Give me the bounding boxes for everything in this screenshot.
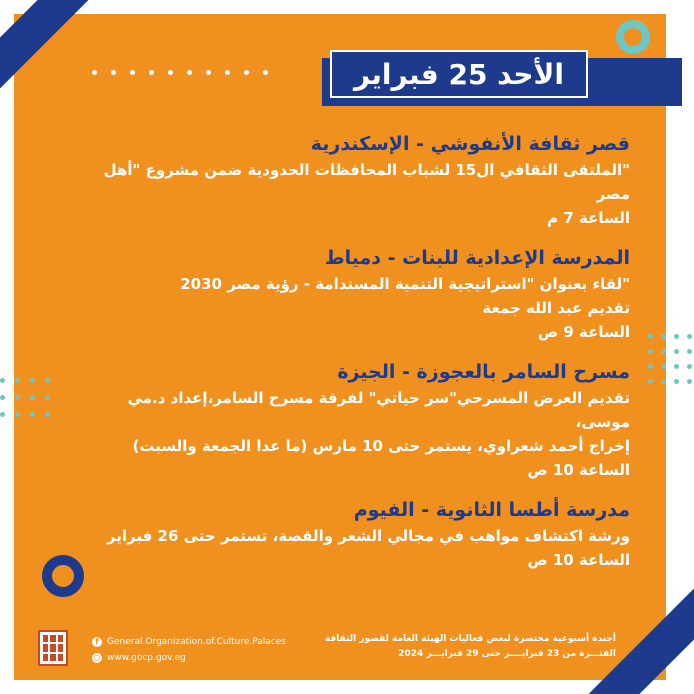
event-fayoum <box>70 496 630 572</box>
events-list <box>70 130 630 586</box>
event-time: الساعة 10 ص <box>527 551 630 569</box>
event-venue: مدرسة أطسا الثانوية - الفيوم <box>353 499 630 521</box>
footer <box>14 626 666 674</box>
website-text: www.gocp.gov.eg <box>107 653 186 663</box>
globe-icon: ○ <box>93 653 101 662</box>
event-detail: "لقاء بعنوان "استراتيجية التنمية المستدامة - رؤية مصر 2030 <box>180 275 630 293</box>
event-detail: إخراج أحمد شعراوي، يستمر حتى 10 مارس (ما عدا الجمعة والسبت) <box>132 437 630 455</box>
date-heading: الأحد 25 فبراير <box>354 57 564 91</box>
event-venue: قصر ثقافة الأنفوشي - الإسكندرية <box>310 133 630 155</box>
event-giza <box>70 358 630 482</box>
event-detail: "الملتقى الثقافي ال15 لشباب المحافظات الحدودية ضمن مشروع "أهل مصر <box>103 161 630 203</box>
facebook-text: General.Organization.of.Culture.Palaces <box>107 637 286 647</box>
right-dots-decoration <box>648 334 692 384</box>
top-dots-decoration <box>92 70 268 75</box>
event-detail: ورشة اكتشاف مواهب في مجالي الشعر والقصة، تستمر حتى 26 فبراير <box>106 527 630 545</box>
left-dots-decoration <box>0 378 50 417</box>
event-time: الساعة 9 ص <box>537 323 630 341</box>
event-time: الساعة 10 ص <box>527 461 630 479</box>
facebook-icon: f <box>92 637 102 647</box>
event-damietta <box>70 244 630 344</box>
website-link[interactable] <box>92 650 286 666</box>
event-time: الساعة 7 م <box>547 209 630 227</box>
agenda-title: أجندة أسبوعية مختصرة لبعض فعاليات الهيئة العامة لقصور الثقافة <box>324 634 616 644</box>
top-right-ring-decoration <box>616 20 650 54</box>
event-alexandria <box>70 130 630 230</box>
agenda-period: الفتـــرة من 23 فبرايــــر حتى 29 فبرايـــر 2024 <box>398 649 616 659</box>
event-venue: مسرح السامر بالعجوزة - الجيزة <box>337 361 630 383</box>
contact-info <box>92 634 286 666</box>
organization-logo <box>38 630 68 666</box>
event-detail: تقديم العرض المسرحي"سر حياتي" لفرقة مسرح السامر،إعداد د.مي موسى، <box>127 389 630 431</box>
event-venue: المدرسة الإعدادية للبنات - دمياط <box>324 247 630 269</box>
agenda-info <box>325 632 616 662</box>
event-presenter: تقديم عبد الله جمعة <box>482 299 630 317</box>
date-banner <box>330 50 588 98</box>
facebook-link[interactable] <box>92 634 286 650</box>
